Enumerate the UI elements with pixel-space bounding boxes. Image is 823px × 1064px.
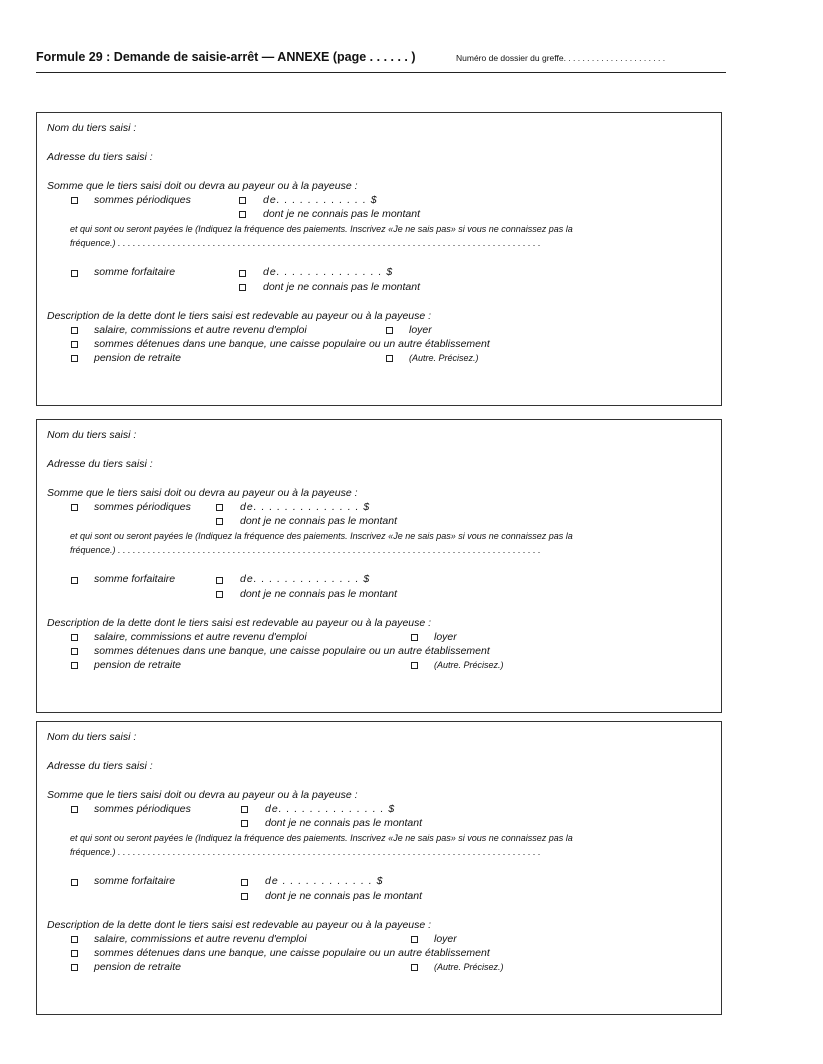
periodic-checkbox[interactable] (71, 197, 78, 204)
lump-sum-checkbox[interactable] (71, 270, 78, 277)
periodic-unknown-checkbox[interactable] (239, 211, 246, 218)
lump-sum-checkbox[interactable] (71, 879, 78, 886)
salary-checkbox[interactable] (71, 327, 78, 334)
periodic-checkbox[interactable] (71, 504, 78, 511)
lump-sum-label: somme forfaitaire (94, 573, 176, 585)
periodic-label: sommes périodiques (94, 501, 191, 513)
periodic-unknown-checkbox[interactable] (241, 820, 248, 827)
other-checkbox[interactable] (411, 662, 418, 669)
lump-sum-amount-checkbox[interactable] (239, 270, 246, 277)
frequency-field[interactable]: fréquence.) . . . . . . . . . . . . . . . . . . . . . . . . . . . . . . . . . . . . . . . . . . . . . . . . . . . . . . . . . . . . . . . . . . . . . . . . . . . . . . . . . . . . . (70, 238, 541, 248)
debt-description-label: Description de la dette dont le tiers saisi est redevable au payeur ou à la payeuse : (47, 919, 432, 931)
periodic-amount-field[interactable]: de. . . . . . . . . . . . $ (263, 194, 378, 206)
periodic-amount-field[interactable]: de. . . . . . . . . . . . . . $ (240, 501, 371, 513)
lump-sum-amount-checkbox[interactable] (241, 879, 248, 886)
pension-checkbox[interactable] (71, 964, 78, 971)
salary-label: salaire, commissions et autre revenu d'emploi (94, 631, 307, 643)
periodic-unknown-label: dont je ne connais pas le montant (263, 208, 421, 220)
lump-sum-unknown-checkbox[interactable] (241, 893, 248, 900)
lump-sum-amount-checkbox[interactable] (216, 577, 223, 584)
deposits-label: sommes détenues dans une banque, une caisse populaire ou un autre établissement (94, 645, 490, 657)
other-label[interactable]: (Autre. Précisez.) (409, 353, 479, 363)
amount-owed-label: Somme que le tiers saisi doit ou devra au payeur ou à la payeuse : (47, 487, 358, 499)
frequency-instruction: et qui sont ou seront payées le (Indiquez la fréquence des paiements. Inscrivez «Je ne sais pas» si vous ne connaissez pas la (70, 531, 573, 541)
page-number-field[interactable]: (page . . . . . . ) (332, 50, 416, 64)
periodic-unknown-label: dont je ne connais pas le montant (265, 817, 423, 829)
pension-checkbox[interactable] (71, 355, 78, 362)
salary-label: salaire, commissions et autre revenu d'emploi (94, 324, 307, 336)
lump-sum-checkbox[interactable] (71, 577, 78, 584)
garnishee-section-1 (36, 112, 722, 406)
lump-sum-label: somme forfaitaire (94, 266, 176, 278)
amount-owed-label: Somme que le tiers saisi doit ou devra au payeur ou à la payeuse : (47, 789, 358, 801)
form-header (36, 50, 726, 68)
pension-label: pension de retraite (94, 659, 181, 671)
lump-sum-amount-field[interactable]: de. . . . . . . . . . . . . . $ (240, 573, 371, 585)
deposits-checkbox[interactable] (71, 648, 78, 655)
garnishee-section-3 (36, 721, 722, 1015)
garnishee-address-label[interactable]: Adresse du tiers saisi : (47, 760, 153, 772)
other-checkbox[interactable] (386, 355, 393, 362)
periodic-amount-checkbox[interactable] (216, 504, 223, 511)
amount-owed-label: Somme que le tiers saisi doit ou devra au payeur ou à la payeuse : (47, 180, 358, 192)
deposits-label: sommes détenues dans une banque, une caisse populaire ou un autre établissement (94, 338, 490, 350)
rent-checkbox[interactable] (411, 936, 418, 943)
frequency-instruction: et qui sont ou seront payées le (Indiquez la fréquence des paiements. Inscrivez «Je ne sais pas» si vous ne connaissez pas la (70, 833, 573, 843)
garnishee-address-label[interactable]: Adresse du tiers saisi : (47, 458, 153, 470)
other-checkbox[interactable] (411, 964, 418, 971)
periodic-unknown-checkbox[interactable] (216, 518, 223, 525)
rent-label: loyer (434, 631, 457, 643)
deposits-checkbox[interactable] (71, 950, 78, 957)
lump-sum-unknown-checkbox[interactable] (216, 591, 223, 598)
deposits-checkbox[interactable] (71, 341, 78, 348)
lump-sum-label: somme forfaitaire (94, 875, 176, 887)
form-title (36, 50, 416, 64)
lump-sum-amount-field[interactable]: de. . . . . . . . . . . . . . $ (263, 266, 394, 278)
rent-label: loyer (434, 933, 457, 945)
deposits-label: sommes détenues dans une banque, une caisse populaire ou un autre établissement (94, 947, 490, 959)
periodic-amount-checkbox[interactable] (241, 806, 248, 813)
lump-sum-unknown-checkbox[interactable] (239, 284, 246, 291)
debt-description-label: Description de la dette dont le tiers saisi est redevable au payeur ou à la payeuse : (47, 617, 432, 629)
garnishee-name-label[interactable]: Nom du tiers saisi : (47, 429, 137, 441)
form-title-text: Formule 29 : Demande de saisie-arrêt — ANNEXE (36, 50, 330, 64)
rent-label: loyer (409, 324, 432, 336)
frequency-instruction: et qui sont ou seront payées le (Indiquez la fréquence des paiements. Inscrivez «Je ne sais pas» si vous ne connaissez pas la (70, 224, 573, 234)
rent-checkbox[interactable] (386, 327, 393, 334)
rent-checkbox[interactable] (411, 634, 418, 641)
lump-sum-unknown-label: dont je ne connais pas le montant (265, 890, 423, 902)
other-label[interactable]: (Autre. Précisez.) (434, 660, 504, 670)
salary-checkbox[interactable] (71, 936, 78, 943)
other-label[interactable]: (Autre. Précisez.) (434, 962, 504, 972)
pension-checkbox[interactable] (71, 662, 78, 669)
garnishee-address-label[interactable]: Adresse du tiers saisi : (47, 151, 153, 163)
garnishee-section-2 (36, 419, 722, 713)
header-rule (36, 72, 726, 73)
court-file-number-field[interactable]: Numéro de dossier du greffe. . . . . . . . . . . . . . . . . . . . . . (456, 53, 666, 63)
periodic-checkbox[interactable] (71, 806, 78, 813)
pension-label: pension de retraite (94, 352, 181, 364)
debt-description-label: Description de la dette dont le tiers saisi est redevable au payeur ou à la payeuse : (47, 310, 432, 322)
garnishee-name-label[interactable]: Nom du tiers saisi : (47, 731, 137, 743)
garnishee-name-label[interactable]: Nom du tiers saisi : (47, 122, 137, 134)
periodic-amount-field[interactable]: de. . . . . . . . . . . . . . $ (265, 803, 396, 815)
periodic-unknown-label: dont je ne connais pas le montant (240, 515, 398, 527)
periodic-label: sommes périodiques (94, 194, 191, 206)
pension-label: pension de retraite (94, 961, 181, 973)
salary-label: salaire, commissions et autre revenu d'emploi (94, 933, 307, 945)
salary-checkbox[interactable] (71, 634, 78, 641)
periodic-amount-checkbox[interactable] (239, 197, 246, 204)
frequency-field[interactable]: fréquence.) . . . . . . . . . . . . . . . . . . . . . . . . . . . . . . . . . . . . . . . . . . . . . . . . . . . . . . . . . . . . . . . . . . . . . . . . . . . . . . . . . . . . . (70, 847, 541, 857)
lump-sum-unknown-label: dont je ne connais pas le montant (240, 588, 398, 600)
lump-sum-unknown-label: dont je ne connais pas le montant (263, 281, 421, 293)
periodic-label: sommes périodiques (94, 803, 191, 815)
lump-sum-amount-field[interactable]: de . . . . . . . . . . . . $ (265, 875, 384, 887)
frequency-field[interactable]: fréquence.) . . . . . . . . . . . . . . . . . . . . . . . . . . . . . . . . . . . . . . . . . . . . . . . . . . . . . . . . . . . . . . . . . . . . . . . . . . . . . . . . . . . . . (70, 545, 541, 555)
